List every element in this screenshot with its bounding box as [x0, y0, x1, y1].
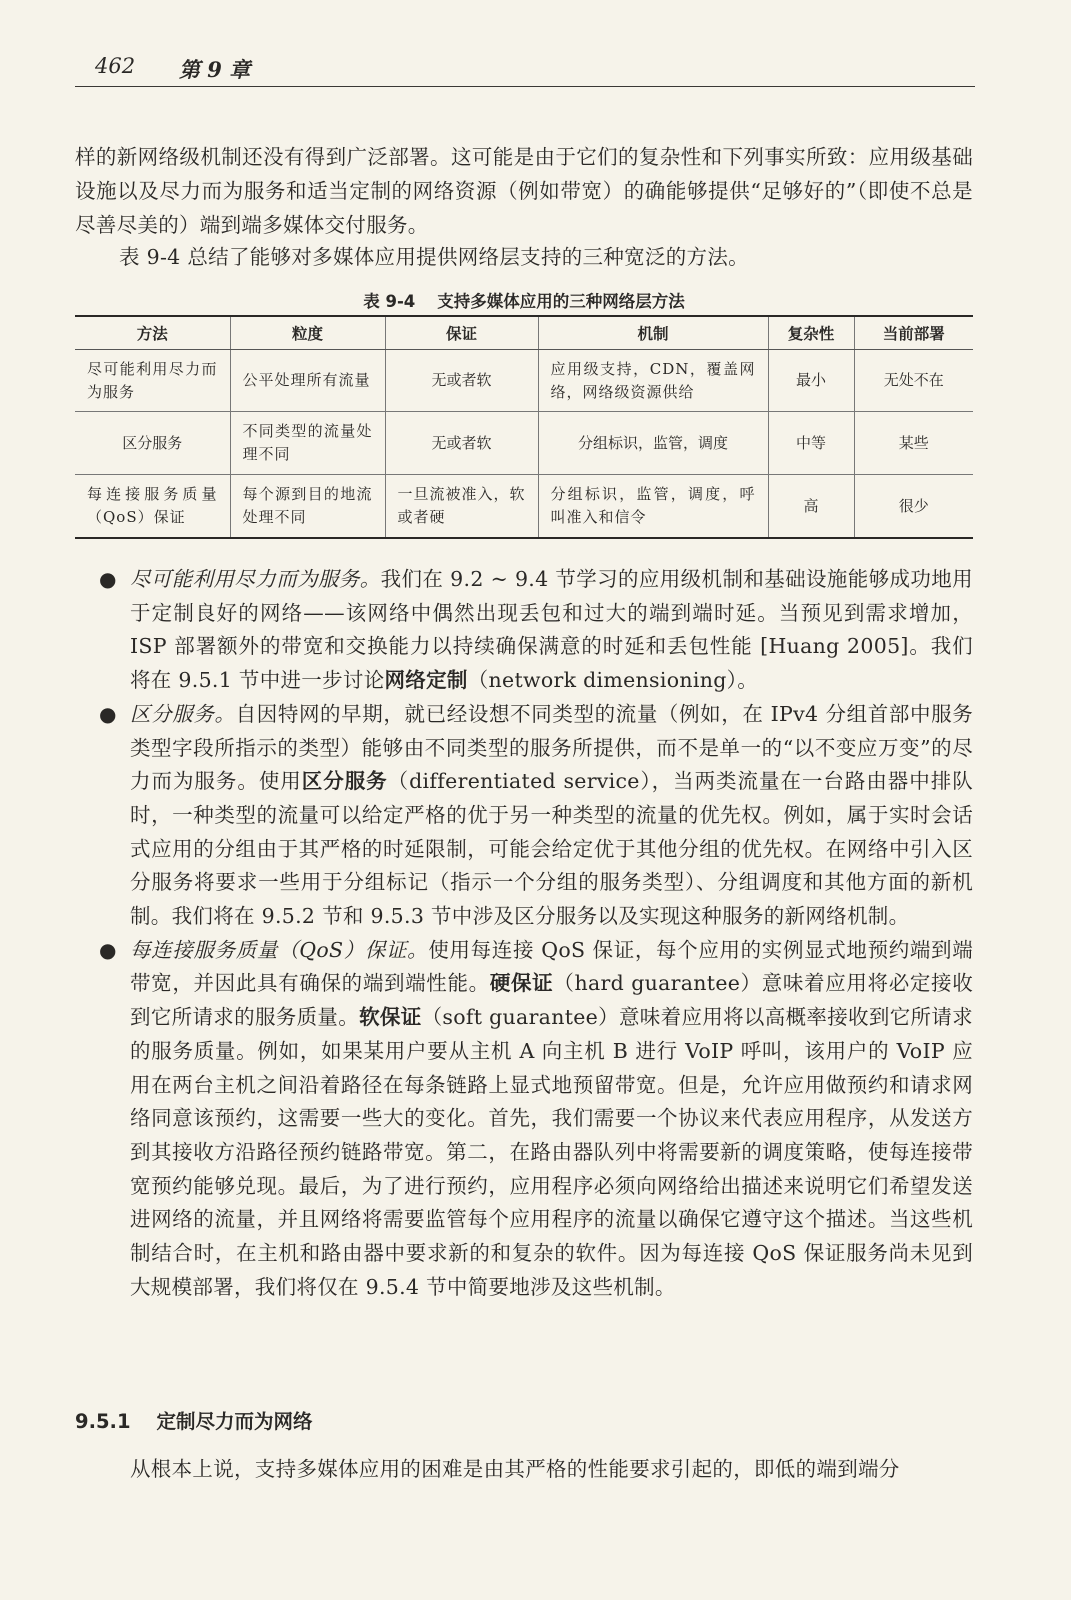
approach-bullet-list: [99, 563, 974, 1304]
bullet-dot-icon: ●: [99, 701, 117, 726]
bold-term: 网络定制: [384, 668, 468, 693]
bullet-text: （soft guarantee）意味着应用将以高概率接收到它所请求的服务质量。例如，如果某用户要从主机 A 向主机 B 进行 VoIP 呼叫，该用户的 VoIP 应用在两台主机之间沿着路径在每条链路上显式地预留带宽。但是，允许应用做预约和请求网络同意该预约，这需要一些大的变化。首先，我们需要一个协议来代表应用程序，从发送方到其接收方沿路径预约链路带宽。第二，在路由器队列中将需要新的调度策略，使每连接带宽预约能够兑现。最后，为了进行预约，应用程序必须向网络给出描述来说明它们希望发送进网络的流量，并且网络将需要监管每个应用程序的流量以确保它遵守这个描述。当这些机制结合时，在主机和路由器中要求新的和复杂的软件。因为每连接 QoS 保证服务尚未见到大规模部署，我们将仅在 9.5.4 节中简要地涉及这些机制。: [130, 1005, 973, 1299]
table-cell: 应用级支持，CDN，覆盖网络，网络级资源供给: [538, 350, 768, 412]
paragraph-section-start: 从根本上说，支持多媒体应用的困难是由其严格的性能要求引起的，即低的端到端分: [130, 1457, 900, 1481]
col-header-deployment: 当前部署: [854, 316, 973, 350]
table-caption: [75, 288, 973, 312]
table-caption-title: 支持多媒体应用的三种网络层方法: [437, 292, 685, 311]
table-cell: 公平处理所有流量: [230, 350, 385, 412]
table-row: [75, 412, 973, 475]
approaches-table: [75, 315, 973, 539]
bullet-text: 使用每连接 QoS 保证，每个应用的实例显式地预约端到端带宽，并因此具有确保的端到端性能。: [130, 937, 973, 996]
table-cell: 中等: [768, 412, 854, 475]
table-cell: 无或者软: [385, 350, 538, 412]
bullet-text: （differentiated service），当两类流量在一台路由器中排队时，一种类型的流量可以给定严格的优于另一种类型的流量的优先权。例如，属于实时会话式应用的分组由于其严格的时延限制，可能会给定优于其他分组的优先权。在网络中引入区分服务将要求一些用于分组标记（指示一个分组的服务类型）、分组调度和其他方面的新机制。我们将在 9.5.2 节和 9.5.3 节中涉及区分服务以及实现这种服务的新网络机制。: [130, 769, 974, 929]
table-cell: 很少: [854, 475, 973, 539]
section-heading: [75, 1406, 313, 1434]
table-cell: 每个源到目的地流处理不同: [230, 475, 385, 539]
bold-term: 软保证: [359, 1005, 422, 1030]
table-cell: 高: [768, 475, 854, 539]
bullet-text: （network dimensioning）。: [467, 668, 759, 693]
bullet-dot-icon: ●: [99, 937, 117, 962]
col-header-method: 方法: [75, 316, 230, 350]
col-header-guarantee: 保证: [385, 316, 538, 350]
bullet-dot-icon: ●: [99, 567, 117, 591]
bullet-diffserv: [99, 698, 974, 934]
bold-term: 区分服务: [301, 769, 388, 794]
table-cell: 每连接服务质量（QoS）保证: [75, 475, 230, 539]
col-header-granularity: 粒度: [230, 316, 385, 350]
bullet-term: 区分服务。: [130, 701, 236, 726]
section-title: 定制尽力而为网络: [156, 1410, 313, 1433]
table-header-row: [75, 316, 973, 350]
section-number: 9.5.1: [75, 1410, 131, 1433]
table-cell: 无处不在: [854, 350, 973, 412]
paragraph-table-ref: 表 9-4 总结了能够对多媒体应用提供网络层支持的三种宽泛的方法。: [119, 245, 749, 269]
table-cell: 不同类型的流量处理不同: [230, 412, 385, 475]
table-cell: 尽可能利用尽力而为服务: [75, 350, 230, 412]
page-number: 462: [95, 54, 136, 78]
bullet-term: 每连接服务质量（QoS）保证。: [130, 937, 429, 962]
bullet-qos: [99, 934, 973, 1305]
table-cell: 一旦流被准入，软或者硬: [385, 475, 538, 539]
col-header-mechanism: 机制: [538, 316, 768, 350]
bullet-text: 我们在 9.2 ~ 9.4 节学习的应用级机制和基础设施能够成功地用于定制良好的网络——该网络中偶然出现丢包和过大的端到端时延。当预见到需求增加，ISP 部署额外的带宽和交换能力以持续确保满意的时延和丢包性能 [Huang 2005]。我们将在 9.5.1 节中进一步讨论: [130, 567, 973, 693]
bullet-term: 尽可能利用尽力而为服务。: [130, 567, 381, 591]
chapter-label: 第 9 章: [179, 57, 251, 82]
bullet-best-effort: [99, 563, 973, 698]
bold-term: 硬保证: [489, 971, 554, 996]
bullet-text: （hard guarantee）意味着应用将必定接收到它所请求的服务质量。: [130, 971, 973, 1030]
bullet-text: 自因特网的早期，就已经设想不同类型的流量（例如，在 IPv4 分组首部中服务类型字段所指示的类型）能够由不同类型的服务所提供，而不是单一的“以不变应万变”的尽力而为服务。使用: [130, 701, 974, 794]
col-header-complexity: 复杂性: [768, 316, 854, 350]
table-row: [75, 350, 973, 412]
page-header: [75, 52, 975, 87]
table-cell: 无或者软: [385, 412, 538, 475]
table-cell: 某些: [854, 412, 973, 475]
paragraph-intro: 样的新网络级机制还没有得到广泛部署。这可能是由于它们的复杂性和下列事实所致：应用级基础设施以及尽力而为服务和适当定制的网络资源（例如带宽）的确能够提供“足够好的”（即使不总是尽善尽美的）端到端多媒体交付服务。: [75, 145, 973, 237]
table-cell: 分组标识，监管，调度，呼叫准入和信令: [538, 475, 768, 539]
table-caption-number: 表 9-4: [363, 292, 416, 311]
table-cell: 区分服务: [75, 412, 230, 475]
table-cell: 分组标识，监管，调度: [538, 412, 768, 475]
table-cell: 最小: [768, 350, 854, 412]
table-row: [75, 475, 973, 539]
